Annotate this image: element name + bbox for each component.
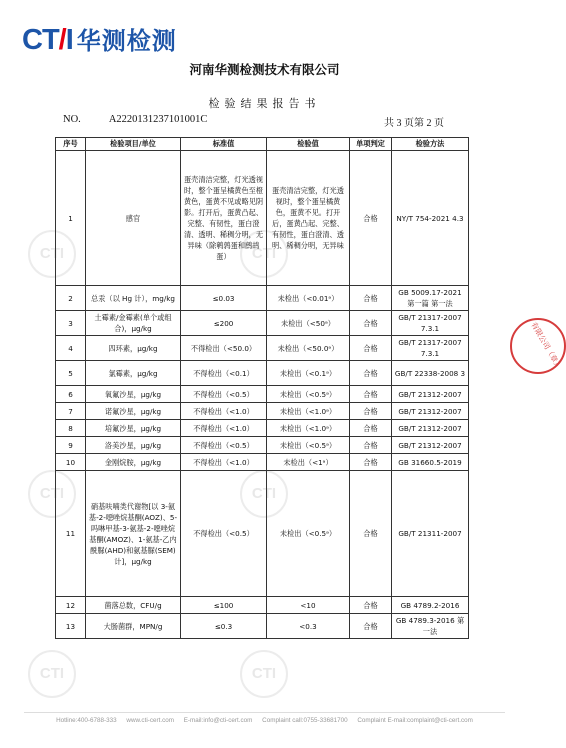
cell-method: GB 4789.3-2016 第一法 (392, 614, 469, 639)
cell-judge: 合格 (350, 403, 392, 420)
cell-standard: 不得检出（<0.5） (181, 386, 267, 403)
cti-logo-icon: CT/I (22, 24, 73, 56)
cell-result: 未检出（<1.0ᵃ） (267, 403, 350, 420)
results-table (55, 137, 469, 639)
cell-judge: 合格 (350, 420, 392, 437)
cell-item: 培氟沙星，μg/kg (86, 420, 181, 437)
cell-result: 未检出（<0.1ᵃ） (267, 361, 350, 386)
cell-no: 4 (56, 336, 86, 361)
cell-method: GB/T 21312-2007 (392, 386, 469, 403)
table-row (56, 420, 469, 437)
page-info: 共 3 页第 2 页 (384, 118, 444, 129)
cell-result: <10 (267, 597, 350, 614)
cell-no: 6 (56, 386, 86, 403)
report-number-value: A2220131237101001C (108, 114, 208, 125)
cell-no: 10 (56, 454, 86, 471)
table-row (56, 151, 469, 286)
cell-judge: 合格 (350, 361, 392, 386)
column-header-no: 序号 (56, 138, 86, 151)
cell-item: 土霉素/金霉素(单个或组合)，μg/kg (86, 311, 181, 336)
table-row (56, 471, 469, 597)
cell-method: GB/T 21317-2007 7.3.1 (392, 311, 469, 336)
column-header-standard: 标准值 (181, 138, 267, 151)
cell-method: NY/T 754-2021 4.3 (392, 151, 469, 286)
footer-email: E-mail:info@cti-cert.com (183, 717, 253, 724)
table-row (56, 286, 469, 311)
cell-item: 硝基呋喃类代谢物[以 3-氨基-2-噁唑烷基酮(AOZ)、5-吗啉甲基-3-氨基-2-噁唑烷基酮(AMOZ)、1-氨基-乙内酰脲(AHD)和氨基脲(SEM)计]，μg/kg (86, 471, 181, 597)
cell-item: 氯霉素，μg/kg (86, 361, 181, 386)
table-row (56, 454, 469, 471)
cell-result: <0.3 (267, 614, 350, 639)
cell-method: GB 31660.5-2019 (392, 454, 469, 471)
cell-item: 菌落总数，CFU/g (86, 597, 181, 614)
footer-hotline: Hotline:400-6788-333 (56, 717, 117, 724)
cell-no: 3 (56, 311, 86, 336)
table-header-row (56, 138, 469, 151)
cell-method: GB/T 22338-2008 3 (392, 361, 469, 386)
watermark-logo: CTI (28, 470, 76, 518)
footer-website: www.cti-cert.com (126, 717, 174, 724)
logo-name: 华测检测 (76, 26, 177, 55)
cell-standard: ≤200 (181, 311, 267, 336)
cell-judge: 合格 (350, 597, 392, 614)
column-header-result: 检验值 (267, 138, 350, 151)
cell-no: 2 (56, 286, 86, 311)
table-row (56, 597, 469, 614)
stamp-text: 有限公司（章） (529, 320, 564, 371)
cell-method: GB/T 21311-2007 (392, 471, 469, 597)
report-title: 检验结果报告书 (208, 97, 321, 110)
watermark-logo: CTI (240, 470, 288, 518)
cell-standard: 不得检出（<1.0） (181, 403, 267, 420)
cell-no: 11 (56, 471, 86, 597)
cell-judge: 合格 (350, 311, 392, 336)
cell-result: 未检出（<0.5ᵃ） (267, 471, 350, 597)
cell-item: 洛美沙星，μg/kg (86, 437, 181, 454)
cell-method: GB/T 21312-2007 (392, 437, 469, 454)
column-header-item: 检验项目/单位 (86, 138, 181, 151)
cell-standard: 不得检出（<0.1） (181, 361, 267, 386)
company-seal-stamp (510, 318, 566, 374)
cell-item: 感官 (86, 151, 181, 286)
table-row (56, 361, 469, 386)
cell-method: GB/T 21312-2007 (392, 403, 469, 420)
cell-no: 13 (56, 614, 86, 639)
cell-standard: 蛋壳清洁完整，灯光透视时，整个蛋呈橘黄色至橙黄色，蛋黄不见或略见阴影。打开后，蛋黄凸起、完整、有韧性，蛋白澄清、透明、稀稠分明，无异味（除鹌鹑蛋和鹧鸪蛋） (181, 151, 267, 286)
cell-standard: 不得检出（<1.0） (181, 454, 267, 471)
cell-judge: 合格 (350, 386, 392, 403)
table-row (56, 614, 469, 639)
table-row (56, 386, 469, 403)
table-row (56, 437, 469, 454)
cell-no: 5 (56, 361, 86, 386)
watermark-logo: CTI (240, 230, 288, 278)
report-number-label: NO. (63, 114, 81, 125)
footer-complaint-email: Complaint E-mail:complaint@cti-cert.com (357, 717, 473, 724)
cell-result: 未检出（<1ᵃ） (267, 454, 350, 471)
cell-judge: 合格 (350, 471, 392, 597)
cell-judge: 合格 (350, 614, 392, 639)
cell-result: 未检出（<0.5ᵃ） (267, 437, 350, 454)
cell-judge: 合格 (350, 286, 392, 311)
cell-item: 四环素，μg/kg (86, 336, 181, 361)
table-row (56, 403, 469, 420)
cell-no: 8 (56, 420, 86, 437)
watermark-logo: CTI (28, 230, 76, 278)
cell-item: 大肠菌群，MPN/g (86, 614, 181, 639)
cell-result: 未检出（<50.0ᵃ） (267, 336, 350, 361)
cell-judge: 合格 (350, 336, 392, 361)
cell-no: 7 (56, 403, 86, 420)
cell-judge: 合格 (350, 151, 392, 286)
cell-method: GB/T 21312-2007 (392, 420, 469, 437)
cell-method: GB 4789.2-2016 (392, 597, 469, 614)
cell-item: 氧氟沙星，μg/kg (86, 386, 181, 403)
cell-result: 未检出（<50ᵃ） (267, 311, 350, 336)
cell-standard: 不得检出（<50.0） (181, 336, 267, 361)
cell-no: 9 (56, 437, 86, 454)
cell-standard: 不得检出（<0.5） (181, 437, 267, 454)
cell-no: 1 (56, 151, 86, 286)
cell-item: 金刚烷胺，μg/kg (86, 454, 181, 471)
cell-standard: ≤0.3 (181, 614, 267, 639)
cell-standard: ≤100 (181, 597, 267, 614)
cell-method: GB/T 21317-2007 7.3.1 (392, 336, 469, 361)
cell-judge: 合格 (350, 454, 392, 471)
cell-result: 未检出（<0.01ᵃ） (267, 286, 350, 311)
column-header-method: 检验方法 (392, 138, 469, 151)
cell-result: 蛋壳清洁完整，灯光透视时，整个蛋呈橘黄色，蛋黄不见。打开后，蛋黄凸起、完整、有韧性，蛋白澄清、透明、稀稠分明，无异味 (267, 151, 350, 286)
company-logo (22, 26, 177, 55)
cell-item: 总汞（以 Hg 计），mg/kg (86, 286, 181, 311)
table-row (56, 311, 469, 336)
table-row (56, 336, 469, 361)
cell-result: 未检出（<0.5ᵃ） (267, 386, 350, 403)
company-name: 河南华测检测技术有限公司 (189, 62, 340, 77)
cell-item: 诺氟沙星，μg/kg (86, 403, 181, 420)
watermark-logo: CTI (240, 650, 288, 698)
cell-standard: 不得检出（<1.0） (181, 420, 267, 437)
cell-standard: ≤0.03 (181, 286, 267, 311)
report-number (63, 114, 207, 125)
footer-complaint-call: Complaint call:0755-33681700 (262, 717, 348, 724)
footer-divider (24, 712, 505, 713)
cell-judge: 合格 (350, 437, 392, 454)
footer (0, 717, 529, 724)
column-header-judge: 单项判定 (350, 138, 392, 151)
cell-no: 12 (56, 597, 86, 614)
cell-standard: 不得检出（<0.5） (181, 471, 267, 597)
cell-result: 未检出（<1.0ᵃ） (267, 420, 350, 437)
watermark-logo: CTI (28, 650, 76, 698)
cell-method: GB 5009.17-2021 第一篇 第一法 (392, 286, 469, 311)
